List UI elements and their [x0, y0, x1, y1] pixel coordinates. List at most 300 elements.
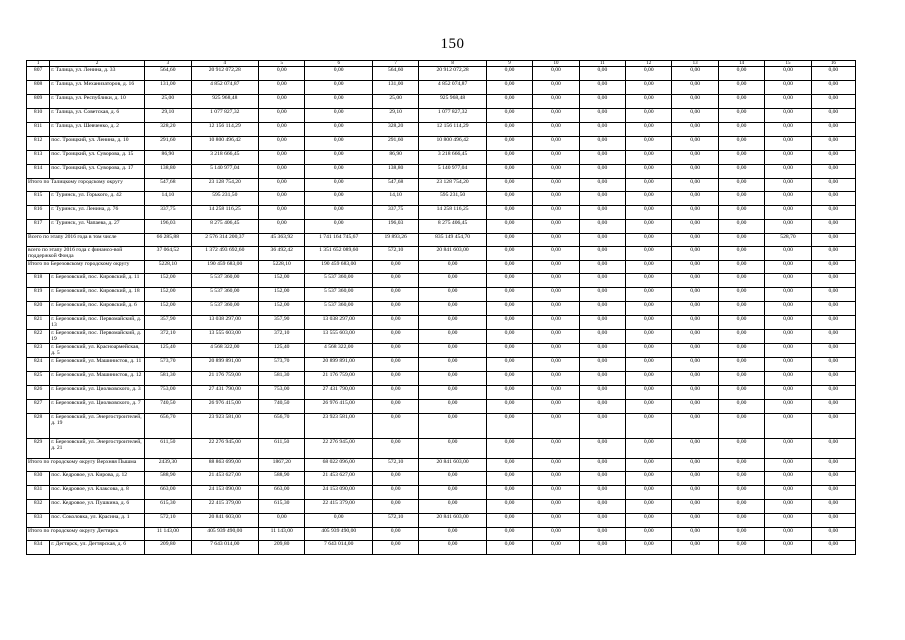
table-cell: 0,00	[672, 247, 718, 261]
table-cell: 0,00	[765, 165, 811, 179]
table-cell: 0,00	[811, 234, 855, 247]
table-cell: 12 156 114,29	[419, 123, 487, 137]
table-cell: 0,00	[811, 67, 855, 81]
table-cell: 0,00	[579, 192, 625, 206]
table-cell: 0,00	[305, 179, 373, 192]
table-cell: 29,10	[372, 109, 418, 123]
table-cell: 0,00	[419, 371, 487, 385]
table-cell: 2439,30	[145, 458, 191, 471]
table-cell: 0,00	[811, 95, 855, 109]
table-cell: 0,00	[626, 151, 672, 165]
table-cell: 0,00	[672, 485, 718, 499]
table-cell: 0,00	[811, 273, 855, 287]
table-cell: 0,00	[765, 499, 811, 513]
table-cell: 0,00	[718, 247, 764, 261]
table-cell: 0,00	[486, 95, 532, 109]
table-cell: 0,00	[811, 438, 855, 458]
table-cell: 615,30	[259, 499, 305, 513]
table-cell: 29,10	[145, 109, 191, 123]
table-cell: 0,00	[486, 123, 532, 137]
table-cell: 0,00	[533, 371, 579, 385]
table-cell: 0,00	[626, 137, 672, 151]
table-cell: 21 453 627,00	[191, 471, 259, 485]
table-cell: 357,90	[259, 315, 305, 329]
table-cell: 0,00	[486, 499, 532, 513]
table-cell: 615,30	[145, 499, 191, 513]
table-row	[27, 137, 856, 151]
address-cell: г. Березовский, ул. Циолковского, д. 3	[50, 385, 145, 399]
table-cell: 0,00	[305, 220, 373, 234]
table-cell: 573,70	[259, 357, 305, 371]
table-cell: 0,00	[533, 67, 579, 81]
table-cell: 0,00	[718, 260, 764, 273]
table-cell: 0,00	[811, 81, 855, 95]
table-cell: 0,00	[626, 123, 672, 137]
table-cell: 152,00	[145, 273, 191, 287]
table-cell: 573,70	[145, 357, 191, 371]
row-number: 831	[27, 485, 50, 499]
table-row	[27, 540, 856, 554]
table-cell: 0,00	[626, 95, 672, 109]
table-row	[27, 123, 856, 137]
table-cell: 0,00	[811, 413, 855, 438]
table-cell: 0,00	[486, 206, 532, 220]
column-header: 3	[145, 61, 191, 67]
table-cell: 572,10	[145, 513, 191, 527]
table-cell: 0,00	[626, 234, 672, 247]
table-cell: 86,90	[372, 151, 418, 165]
table-cell: 22 276 945,00	[191, 438, 259, 458]
table-cell: 0,00	[718, 165, 764, 179]
address-cell: пос. Кедровое, ул. Клаксова, д. 8	[50, 485, 145, 499]
table-cell: 0,00	[579, 315, 625, 329]
address-cell: г. Талица, ул. Механизаторов, д. 16	[50, 81, 145, 95]
table-cell: 7 643 014,00	[191, 540, 259, 554]
table-row	[27, 206, 856, 220]
table-cell: 0,00	[672, 438, 718, 458]
table-cell: 0,00	[718, 95, 764, 109]
table-cell: 663,00	[145, 485, 191, 499]
table-cell: 23 923 581,00	[305, 413, 373, 438]
table-cell: 0,00	[259, 95, 305, 109]
table-cell: 0,00	[765, 385, 811, 399]
table-cell: 26 976 415,00	[191, 399, 259, 413]
table-cell: 328,20	[372, 123, 418, 137]
table-cell: 10 800 496,42	[419, 137, 487, 151]
table-cell: 0,00	[419, 527, 487, 540]
table-cell: 0,00	[486, 109, 532, 123]
subtotal-row	[27, 527, 856, 540]
table-cell: 8 275 406,45	[419, 220, 487, 234]
table-cell: 0,00	[419, 260, 487, 273]
table-cell: 13 555 603,00	[305, 329, 373, 343]
table-cell: 0,00	[672, 371, 718, 385]
table-cell: 21 176 759,00	[191, 371, 259, 385]
table-cell: 611,50	[259, 438, 305, 458]
table-cell: 0,00	[579, 109, 625, 123]
row-number: 821	[27, 315, 50, 329]
table-cell: 0,00	[672, 343, 718, 357]
table-cell: 337,75	[372, 206, 418, 220]
row-number: 819	[27, 287, 50, 301]
subtotal-row	[27, 179, 856, 192]
table-cell: 0,00	[626, 399, 672, 413]
table-cell: 0,00	[672, 109, 718, 123]
table-cell: 0,00	[765, 399, 811, 413]
table-cell: 0,00	[486, 385, 532, 399]
table-cell: 740,50	[259, 399, 305, 413]
table-cell: 0,00	[811, 151, 855, 165]
table-cell: 4 852 074,87	[419, 81, 487, 95]
table-cell: 4 568 322,00	[305, 343, 373, 357]
table-cell: 0,00	[765, 485, 811, 499]
table-cell: 0,00	[718, 513, 764, 527]
table-cell: 0,00	[533, 329, 579, 343]
table-cell: 0,00	[486, 329, 532, 343]
row-number: 824	[27, 357, 50, 371]
table-cell: 0,00	[672, 458, 718, 471]
table-cell: 0,00	[533, 109, 579, 123]
table-cell: 0,00	[533, 81, 579, 95]
table-cell: 0,00	[765, 81, 811, 95]
table-cell: 0,00	[372, 287, 418, 301]
table-cell: 0,00	[372, 315, 418, 329]
table-cell: 0,00	[305, 151, 373, 165]
subtotal-row	[27, 247, 856, 261]
table-cell: 0,00	[718, 485, 764, 499]
table-row	[27, 192, 856, 206]
table-cell: 0,00	[372, 385, 418, 399]
table-cell: 0,00	[811, 540, 855, 554]
table-cell: 20 841 603,00	[419, 458, 487, 471]
table-cell: 0,00	[626, 540, 672, 554]
table-cell: 152,00	[145, 287, 191, 301]
table-row	[27, 165, 856, 179]
table-cell: 22 276 945,00	[305, 438, 373, 458]
table-cell: 0,00	[419, 540, 487, 554]
table-cell: 925 968,48	[419, 95, 487, 109]
table-cell: 0,00	[259, 67, 305, 81]
table-cell: 0,00	[672, 234, 718, 247]
address-cell: г. Талица, ул. Республики, д. 10	[50, 95, 145, 109]
table-cell: 0,00	[765, 343, 811, 357]
column-header: 7	[372, 61, 418, 67]
table-cell: 0,00	[626, 471, 672, 485]
table-cell: 0,00	[372, 499, 418, 513]
table-cell: 0,00	[672, 301, 718, 315]
table-cell: 0,00	[811, 192, 855, 206]
table-row	[27, 471, 856, 485]
subtotal-row	[27, 234, 856, 247]
table-cell: 0,00	[718, 471, 764, 485]
table-cell: 1 372 493 692,60	[191, 247, 259, 261]
table-cell: 5228,10	[259, 260, 305, 273]
table-cell: 0,00	[533, 343, 579, 357]
table-cell: 0,00	[305, 81, 373, 95]
table-cell: 0,00	[672, 165, 718, 179]
table-cell: 0,00	[718, 438, 764, 458]
table-cell: 0,00	[765, 471, 811, 485]
table-row	[27, 399, 856, 413]
table-cell: 5228,10	[145, 260, 191, 273]
table-cell: 663,00	[259, 485, 305, 499]
column-header: 2	[50, 61, 145, 67]
table-cell: 0,00	[579, 357, 625, 371]
row-number: 828	[27, 413, 50, 438]
row-number: 823	[27, 343, 50, 357]
table-cell: 0,00	[718, 343, 764, 357]
table-cell: 5 537 360,00	[191, 287, 259, 301]
table-cell: 0,00	[305, 67, 373, 81]
table-cell: 0,00	[626, 499, 672, 513]
table-cell: 14 258 116,25	[419, 206, 487, 220]
table-cell: 357,90	[145, 315, 191, 329]
table-cell: 564,60	[372, 67, 418, 81]
subtotal-label: всего по этапу 2016 года с финансо-вой поддержкой Фонда	[27, 247, 145, 261]
table-cell: 25,00	[372, 95, 418, 109]
table-cell: 0,00	[718, 357, 764, 371]
table-cell: 0,00	[533, 234, 579, 247]
table-cell: 23 128 754,20	[419, 179, 487, 192]
table-cell: 0,00	[259, 165, 305, 179]
table-cell: 0,00	[672, 399, 718, 413]
table-cell: 5 537 360,00	[305, 287, 373, 301]
table-cell: 0,00	[486, 273, 532, 287]
address-cell: г. Березовский, пос. Кировский, д. 18	[50, 287, 145, 301]
table-cell: 0,00	[419, 273, 487, 287]
table-cell: 0,00	[533, 273, 579, 287]
table-cell: 0,00	[372, 260, 418, 273]
table-cell: 0,00	[486, 485, 532, 499]
row-number: 832	[27, 499, 50, 513]
table-cell: 0,00	[486, 81, 532, 95]
table-cell: 0,00	[765, 260, 811, 273]
table-cell: 0,00	[811, 301, 855, 315]
table-cell: 0,00	[672, 81, 718, 95]
table-cell: 0,00	[811, 357, 855, 371]
table-cell: 209,80	[259, 540, 305, 554]
table-cell: 0,00	[419, 399, 487, 413]
table-cell: 0,00	[533, 247, 579, 261]
table-cell: 581,30	[259, 371, 305, 385]
table-cell: 0,00	[579, 137, 625, 151]
table-cell: 0,00	[626, 438, 672, 458]
table-cell: 0,00	[765, 247, 811, 261]
table-cell: 0,00	[486, 137, 532, 151]
table-cell: 4 852 074,87	[191, 81, 259, 95]
table-cell: 0,00	[372, 438, 418, 458]
table-cell: 0,00	[718, 220, 764, 234]
table-cell: 0,00	[533, 260, 579, 273]
table-cell: 138,80	[372, 165, 418, 179]
table-cell: 0,00	[372, 527, 418, 540]
table-cell: 86,90	[145, 151, 191, 165]
table-cell: 0,00	[765, 123, 811, 137]
table-cell: 0,00	[718, 540, 764, 554]
table-cell: 5 537 360,00	[191, 273, 259, 287]
table-cell: 0,00	[579, 287, 625, 301]
table-cell: 0,00	[372, 273, 418, 287]
table-cell: 0,00	[419, 499, 487, 513]
table-cell: 0,00	[811, 247, 855, 261]
table-cell: 0,00	[419, 438, 487, 458]
table-cell: 12 156 114,29	[191, 123, 259, 137]
table-cell: 328,20	[145, 123, 191, 137]
page-number: 150	[440, 36, 465, 52]
table-cell: 0,00	[486, 471, 532, 485]
table-cell: 0,00	[579, 260, 625, 273]
table-cell: 572,10	[372, 247, 418, 261]
table-cell: 152,00	[259, 301, 305, 315]
table-cell: 0,00	[372, 413, 418, 438]
table-cell: 656,70	[145, 413, 191, 438]
table-cell: 0,00	[579, 151, 625, 165]
table-cell: 0,00	[533, 385, 579, 399]
table-cell: 21 453 627,00	[305, 471, 373, 485]
table-cell: 0,00	[672, 413, 718, 438]
table-cell: 0,00	[305, 95, 373, 109]
table-cell: 27 431 790,00	[305, 385, 373, 399]
table-cell: 0,00	[626, 458, 672, 471]
row-number: 817	[27, 220, 50, 234]
table-cell: 0,00	[765, 273, 811, 287]
table-cell: 0,00	[811, 165, 855, 179]
table-cell: 26 976 415,00	[305, 399, 373, 413]
table-cell: 0,00	[372, 343, 418, 357]
table-cell: 0,00	[672, 67, 718, 81]
row-number: 825	[27, 371, 50, 385]
table-cell: 0,00	[626, 260, 672, 273]
row-number: 829	[27, 438, 50, 458]
table-cell: 0,00	[533, 151, 579, 165]
table-cell: 0,00	[672, 137, 718, 151]
table-cell: 0,00	[259, 109, 305, 123]
table-cell: 0,00	[486, 540, 532, 554]
table-cell: 0,00	[259, 137, 305, 151]
table-cell: 0,00	[626, 220, 672, 234]
table-cell: 0,00	[305, 165, 373, 179]
table-cell: 0,00	[672, 179, 718, 192]
table-cell: 0,00	[765, 287, 811, 301]
table-cell: 0,00	[626, 329, 672, 343]
table-cell: 0,00	[765, 95, 811, 109]
table-cell: 0,00	[626, 206, 672, 220]
table-cell: 0,00	[672, 273, 718, 287]
table-cell: 595 231,50	[191, 192, 259, 206]
column-header: 13	[672, 61, 718, 67]
table-row	[27, 81, 856, 95]
table-cell: 0,00	[626, 179, 672, 192]
table-cell: 0,00	[259, 513, 305, 527]
table-cell: 20 841 603,00	[419, 513, 487, 527]
table-cell: 0,00	[533, 527, 579, 540]
table-cell: 0,00	[765, 458, 811, 471]
table-cell: 0,00	[626, 81, 672, 95]
table-cell: 19 893,26	[372, 234, 418, 247]
table-cell: 0,00	[626, 165, 672, 179]
column-header: 16	[811, 61, 855, 67]
table-cell: 0,00	[811, 329, 855, 343]
table-row	[27, 315, 856, 329]
table-cell: 0,00	[765, 371, 811, 385]
table-row	[27, 371, 856, 385]
table-cell: 0,00	[579, 206, 625, 220]
row-number: 815	[27, 192, 50, 206]
table-cell: 0,00	[259, 81, 305, 95]
table-cell: 0,00	[626, 301, 672, 315]
table-cell: 14,10	[372, 192, 418, 206]
table-cell: 656,70	[259, 413, 305, 438]
column-header: 9	[486, 61, 532, 67]
table-cell: 0,00	[765, 413, 811, 438]
row-number: 811	[27, 123, 50, 137]
table-cell: 0,00	[533, 192, 579, 206]
table-row	[27, 109, 856, 123]
table-cell: 0,00	[579, 458, 625, 471]
address-cell: г. Дегтярск, ул. Дегтярская, д. 6	[50, 540, 145, 554]
table-cell: 1867,20	[259, 458, 305, 471]
table-cell: 0,00	[672, 315, 718, 329]
table-cell: 0,00	[579, 527, 625, 540]
table-row	[27, 301, 856, 315]
table-cell: 0,00	[718, 67, 764, 81]
table-cell: 0,00	[579, 399, 625, 413]
table-cell: 0,00	[533, 438, 579, 458]
table-cell: 0,00	[579, 165, 625, 179]
row-number: 807	[27, 67, 50, 81]
table-cell: 0,00	[533, 287, 579, 301]
table-body	[27, 61, 856, 555]
table-cell: 22 415 379,00	[305, 499, 373, 513]
table-cell: 0,00	[626, 109, 672, 123]
row-number: 810	[27, 109, 50, 123]
table-cell: 0,00	[533, 399, 579, 413]
row-number: 812	[27, 137, 50, 151]
table-cell: 0,00	[372, 471, 418, 485]
table-row	[27, 357, 856, 371]
table-cell: 0,00	[811, 123, 855, 137]
table-cell: 0,00	[579, 540, 625, 554]
table-row	[27, 273, 856, 287]
table-cell: 14 258 116,25	[191, 206, 259, 220]
address-cell: г. Березовский, ул. Красноармейская, д. 5	[50, 343, 145, 357]
table-cell: 37 064,52	[145, 247, 191, 261]
table-cell: 0,00	[672, 527, 718, 540]
table-cell: 0,00	[305, 109, 373, 123]
table-row	[27, 413, 856, 438]
table-cell: 125,40	[259, 343, 305, 357]
table-cell: 7 643 014,00	[305, 540, 373, 554]
table-cell: 0,00	[579, 438, 625, 458]
table-cell: 0,00	[626, 273, 672, 287]
table-cell: 0,00	[419, 357, 487, 371]
table-cell: 209,80	[145, 540, 191, 554]
table-cell: 0,00	[533, 485, 579, 499]
table-cell: 0,00	[372, 399, 418, 413]
table-cell: 0,00	[811, 206, 855, 220]
table-cell: 0,00	[372, 371, 418, 385]
table-cell: 5 537 360,00	[305, 301, 373, 315]
table-cell: 0,00	[718, 123, 764, 137]
table-cell: 0,00	[486, 165, 532, 179]
table-cell: 138,80	[145, 165, 191, 179]
table-cell: 0,00	[486, 413, 532, 438]
table-cell: 25,00	[145, 95, 191, 109]
table-cell: 0,00	[765, 109, 811, 123]
address-cell: г. Березовский, ул. Энергостроителей, д. 19	[50, 413, 145, 438]
table-cell: 24 153 090,00	[191, 485, 259, 499]
table-cell: 0,00	[718, 527, 764, 540]
